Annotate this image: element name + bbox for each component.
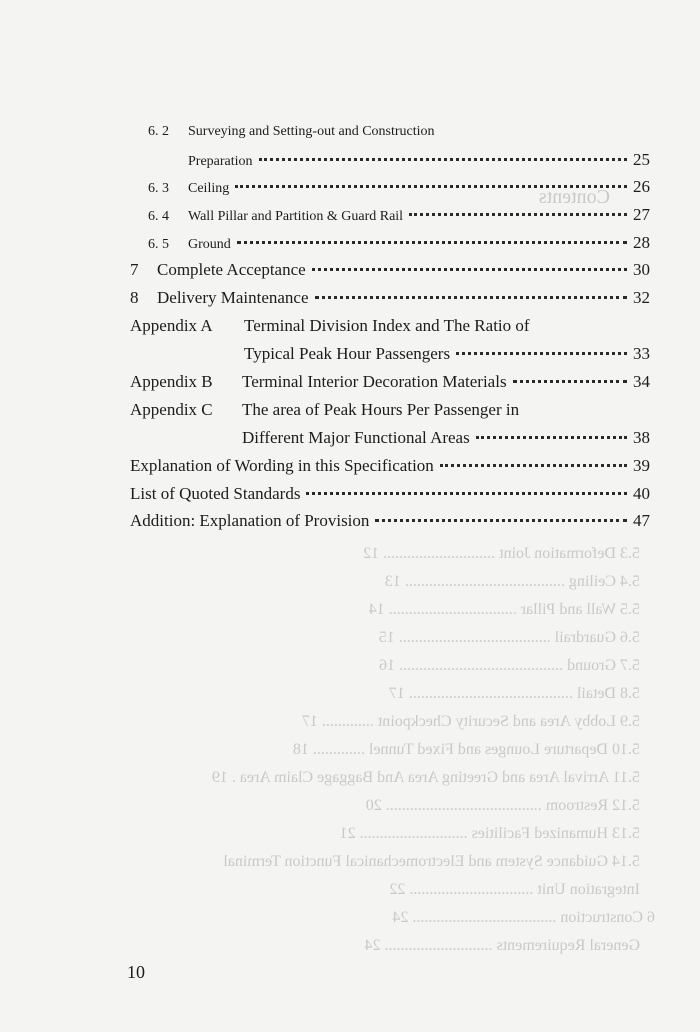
- svg-text:5.13 Humanized Facilities ....: 5.13 Humanized Facilities ........................... 21: [339, 825, 640, 842]
- section-title: Wall Pillar and Partition & Guard Rail: [188, 209, 404, 224]
- svg-text:General Requirements .........: General Requirements ........................... 24: [364, 937, 640, 954]
- toc-entry-quoted-standards[interactable]: [130, 484, 650, 504]
- dot-leader: [306, 492, 627, 495]
- page-ref: 33: [633, 344, 650, 363]
- toc-entry-6-2[interactable]: [188, 150, 650, 170]
- dot-leader: [409, 213, 627, 216]
- svg-text:5.14 Guidance System and Elect: 5.14 Guidance System and Electromechanical Function Terminal: [223, 853, 640, 870]
- page-ref: 32: [633, 288, 650, 307]
- svg-text:5.4 Ceiling .................: 5.4 Ceiling ........................................ 13: [384, 573, 640, 590]
- toc-entry-8[interactable]: [130, 288, 650, 308]
- chapter-number: 7: [130, 260, 139, 279]
- toc-entry-6-4[interactable]: [148, 205, 650, 225]
- page-ref: 38: [633, 428, 650, 447]
- svg-text:5.7 Ground ..................: 5.7 Ground ......................................... 16: [379, 657, 640, 674]
- appendix-label: Appendix C: [130, 400, 213, 419]
- chapter-title: Complete Acceptance: [157, 260, 306, 279]
- page-ref: 28: [633, 233, 650, 252]
- toc-entry-6-3[interactable]: [148, 177, 650, 197]
- entry-title: Addition: Explanation of Provision: [130, 511, 370, 530]
- entry-title: List of Quoted Standards: [130, 484, 301, 503]
- svg-text:Integration Unit .............: Integration Unit ............................... 22: [389, 881, 640, 898]
- section-title: Ceiling: [188, 181, 230, 196]
- toc-entry-explanation-of-wording[interactable]: [130, 456, 650, 476]
- svg-text:5.8 Detail ..................: 5.8 Detail ......................................... 17: [388, 685, 640, 702]
- section-title-line1: Surveying and Setting-out and Construction: [188, 124, 435, 139]
- chapter-title: Delivery Maintenance: [157, 288, 309, 307]
- svg-text:5.6 Guardrail ...............: 5.6 Guardrail ...................................... 15: [378, 629, 640, 646]
- toc-entry-appendix-c-line1: [130, 400, 650, 420]
- toc-entry-appendix-b[interactable]: [130, 372, 650, 392]
- toc-entry-7[interactable]: [130, 260, 650, 280]
- svg-text:5.10 Departure Lounges and Fix: 5.10 Departure Lounges and Fixed Tunnel ............. 18: [292, 741, 640, 758]
- appendix-title-line1: The area of Peak Hours Per Passenger in: [242, 400, 520, 419]
- svg-text:5.5 Wall and Pillar .........: 5.5 Wall and Pillar ................................ 14: [368, 601, 640, 618]
- dot-leader: [315, 296, 627, 299]
- appendix-title: Terminal Interior Decoration Materials: [242, 372, 507, 391]
- appendix-label: Appendix B: [130, 372, 213, 391]
- svg-text:5.3 Deformation Joint .......: 5.3 Deformation Joint ............................ 12: [363, 545, 640, 562]
- dot-leader: [375, 519, 627, 522]
- toc-entry-6-2-line1: [148, 124, 648, 140]
- appendix-title: Typical Peak Hour Passengers: [244, 344, 451, 363]
- appendix-title: Different Major Functional Areas: [242, 428, 470, 447]
- section-number: 6. 3: [148, 181, 169, 196]
- page-ref: 47: [633, 511, 650, 530]
- section-title: Preparation: [188, 154, 253, 169]
- entry-title: Explanation of Wording in this Specification: [130, 456, 434, 475]
- dot-leader: [312, 268, 627, 271]
- page-ref: 39: [633, 456, 650, 475]
- toc-entry-6-5[interactable]: [148, 233, 650, 253]
- dot-leader: [440, 464, 627, 467]
- toc-entry-appendix-a-line1: [130, 316, 650, 336]
- page-ref: 27: [633, 205, 650, 224]
- section-title: Ground: [188, 237, 231, 252]
- toc-entry-appendix-a[interactable]: [244, 344, 650, 364]
- section-number: 6. 2: [148, 124, 169, 139]
- page-ref: 26: [633, 177, 650, 196]
- svg-text:5.12 Restroom ................: 5.12 Restroom ....................................... 20: [365, 797, 640, 814]
- page-ref: 34: [633, 372, 650, 391]
- page-ref: 25: [633, 150, 650, 169]
- section-number: 6. 5: [148, 237, 169, 252]
- toc-entry-addition[interactable]: [130, 511, 650, 531]
- page-ref: 30: [633, 260, 650, 279]
- dot-leader: [456, 352, 627, 355]
- toc-entry-appendix-c[interactable]: [242, 428, 650, 448]
- appendix-title-line1: Terminal Division Index and The Ratio of: [244, 316, 530, 335]
- page-ref: 40: [633, 484, 650, 503]
- appendix-label: Appendix A: [130, 316, 213, 335]
- svg-text:5.11 Arrival Area and Greeting: 5.11 Arrival Area and Greeting Area And Baggage Claim Area . 19: [211, 769, 640, 786]
- svg-text:6 Construction .............: 6 Construction .................................... 24: [392, 909, 655, 926]
- svg-text:Contents: Contents: [538, 186, 610, 208]
- page-number: 10: [127, 962, 145, 982]
- dot-leader: [235, 185, 627, 188]
- chapter-number: 8: [130, 288, 139, 307]
- section-number: 6. 4: [148, 209, 169, 224]
- dot-leader: [476, 436, 627, 439]
- dot-leader: [259, 158, 627, 161]
- dot-leader: [513, 380, 627, 383]
- dot-leader: [237, 241, 627, 244]
- svg-text:5.9 Lobby Area and Security C: 5.9 Lobby Area and Security Checkpoint ............. 17: [301, 713, 640, 730]
